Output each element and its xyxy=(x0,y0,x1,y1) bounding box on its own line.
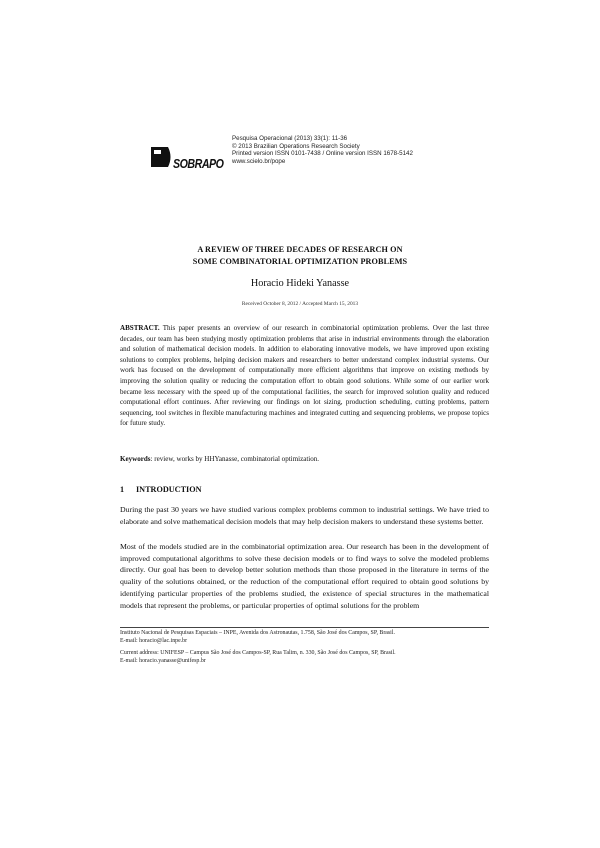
keywords-label: Keywords xyxy=(120,455,151,463)
body-paragraph: Most of the models studied are in the combinatorial optimization area. Our research has been in the development of improved computational algorithms to solve these decision models or to find ways to solve the modeled problems directly. Our goal has been to develop better solution methods than those proposed in the literature in terms of the quality of the solutions obtained, or the reduction of the computational effort required to obtain good solutions by identifying particular properties of the problems studied, the existence of special structures in the mathematical models that represent the problems, or particular properties of optimal solutions for the problem xyxy=(120,542,489,610)
abstract-text: This paper presents an overview of our research in combinatorial optimization problems. Over the last three decades, our team has been studying mostly optimization problems that arise in industrial environments through the elaboration and solution of mathematical decision models. In addition to elaborating innovative models, we have improved upon existing solutions to complex problems, helping decision makers and researchers to better understand complex industrial systems. Our work has focused on the development of computationally more efficient algorithms that improve on existing methods by improving the solution quality or reducing the computation effort to obtain good solutions. While some of our earlier work became less necessary with the speed up of the computational facilities, the search for improved solution quality and reduced computational effort continues. After reviewing our findings on lot sizing, production scheduling, cutting problems, pattern sequencing, tool switches in flexible manufacturing machines and integrated cutting and sequencing problems, we propose topics for future study. xyxy=(120,324,489,428)
title-line: SOME COMBINATORIAL OPTIMIZATION PROBLEMS xyxy=(192,256,408,266)
keywords xyxy=(120,455,489,463)
footnote-current-address xyxy=(120,650,489,665)
affiliation-text: Instituto Nacional de Pesquisas Espaciais – INPE, Avenida dos Astronautas, 1.758, São José dos Campos, SP, Brasil. xyxy=(120,630,395,636)
author-name: Horacio Hideki Yanasse xyxy=(250,278,350,289)
sobrapo-logo xyxy=(149,145,229,177)
affiliation-text: Current address: UNIFESP – Campus São José dos Campos-SP, Rua Talim, n. 330, São José dos Campos, SP, Brasil. xyxy=(120,650,396,656)
journal-url[interactable]: www.scielo.br/pope xyxy=(232,157,286,165)
received-accepted-dates: Received October 8, 2012 / Accepted March 15, 2013 xyxy=(241,301,359,307)
abstract-label: ABSTRACT. xyxy=(120,324,160,332)
keywords-text: : review, works by HHYanasse, combinatorial optimization. xyxy=(150,455,320,463)
section-number: 1 xyxy=(120,485,125,494)
section-heading xyxy=(120,485,202,494)
footnote-divider xyxy=(120,627,489,628)
email-text: E-mail: horacio.yanasse@unifesp.br xyxy=(120,657,206,664)
footnote-affiliation xyxy=(120,630,489,645)
journal-info xyxy=(232,135,413,165)
body-paragraph: During the past 30 years we have studied various complex problems common to industrial settings. We have tried to elaborate and solve mathematical decision models that may help decision makers to understand these systems better. xyxy=(120,505,489,526)
journal-copyright: © 2013 Brazilian Operations Research Society xyxy=(232,142,360,150)
journal-issn: Printed version ISSN 0101-7438 / Online version ISSN 1678-5142 xyxy=(232,150,413,158)
title-line: A REVIEW OF THREE DECADES OF RESEARCH ON xyxy=(197,245,403,254)
section-title: INTRODUCTION xyxy=(136,485,202,494)
email-text: E-mail: horacio@lac.inpe.br xyxy=(120,637,188,644)
journal-header xyxy=(149,135,469,179)
abstract xyxy=(120,323,489,429)
journal-citation: Pesquisa Operacional (2013) 33(1): 11-36 xyxy=(232,135,348,142)
sobrapo-logo-icon xyxy=(151,145,173,169)
paper-title xyxy=(120,244,480,267)
logo-text: SOBRAPO xyxy=(173,156,224,171)
